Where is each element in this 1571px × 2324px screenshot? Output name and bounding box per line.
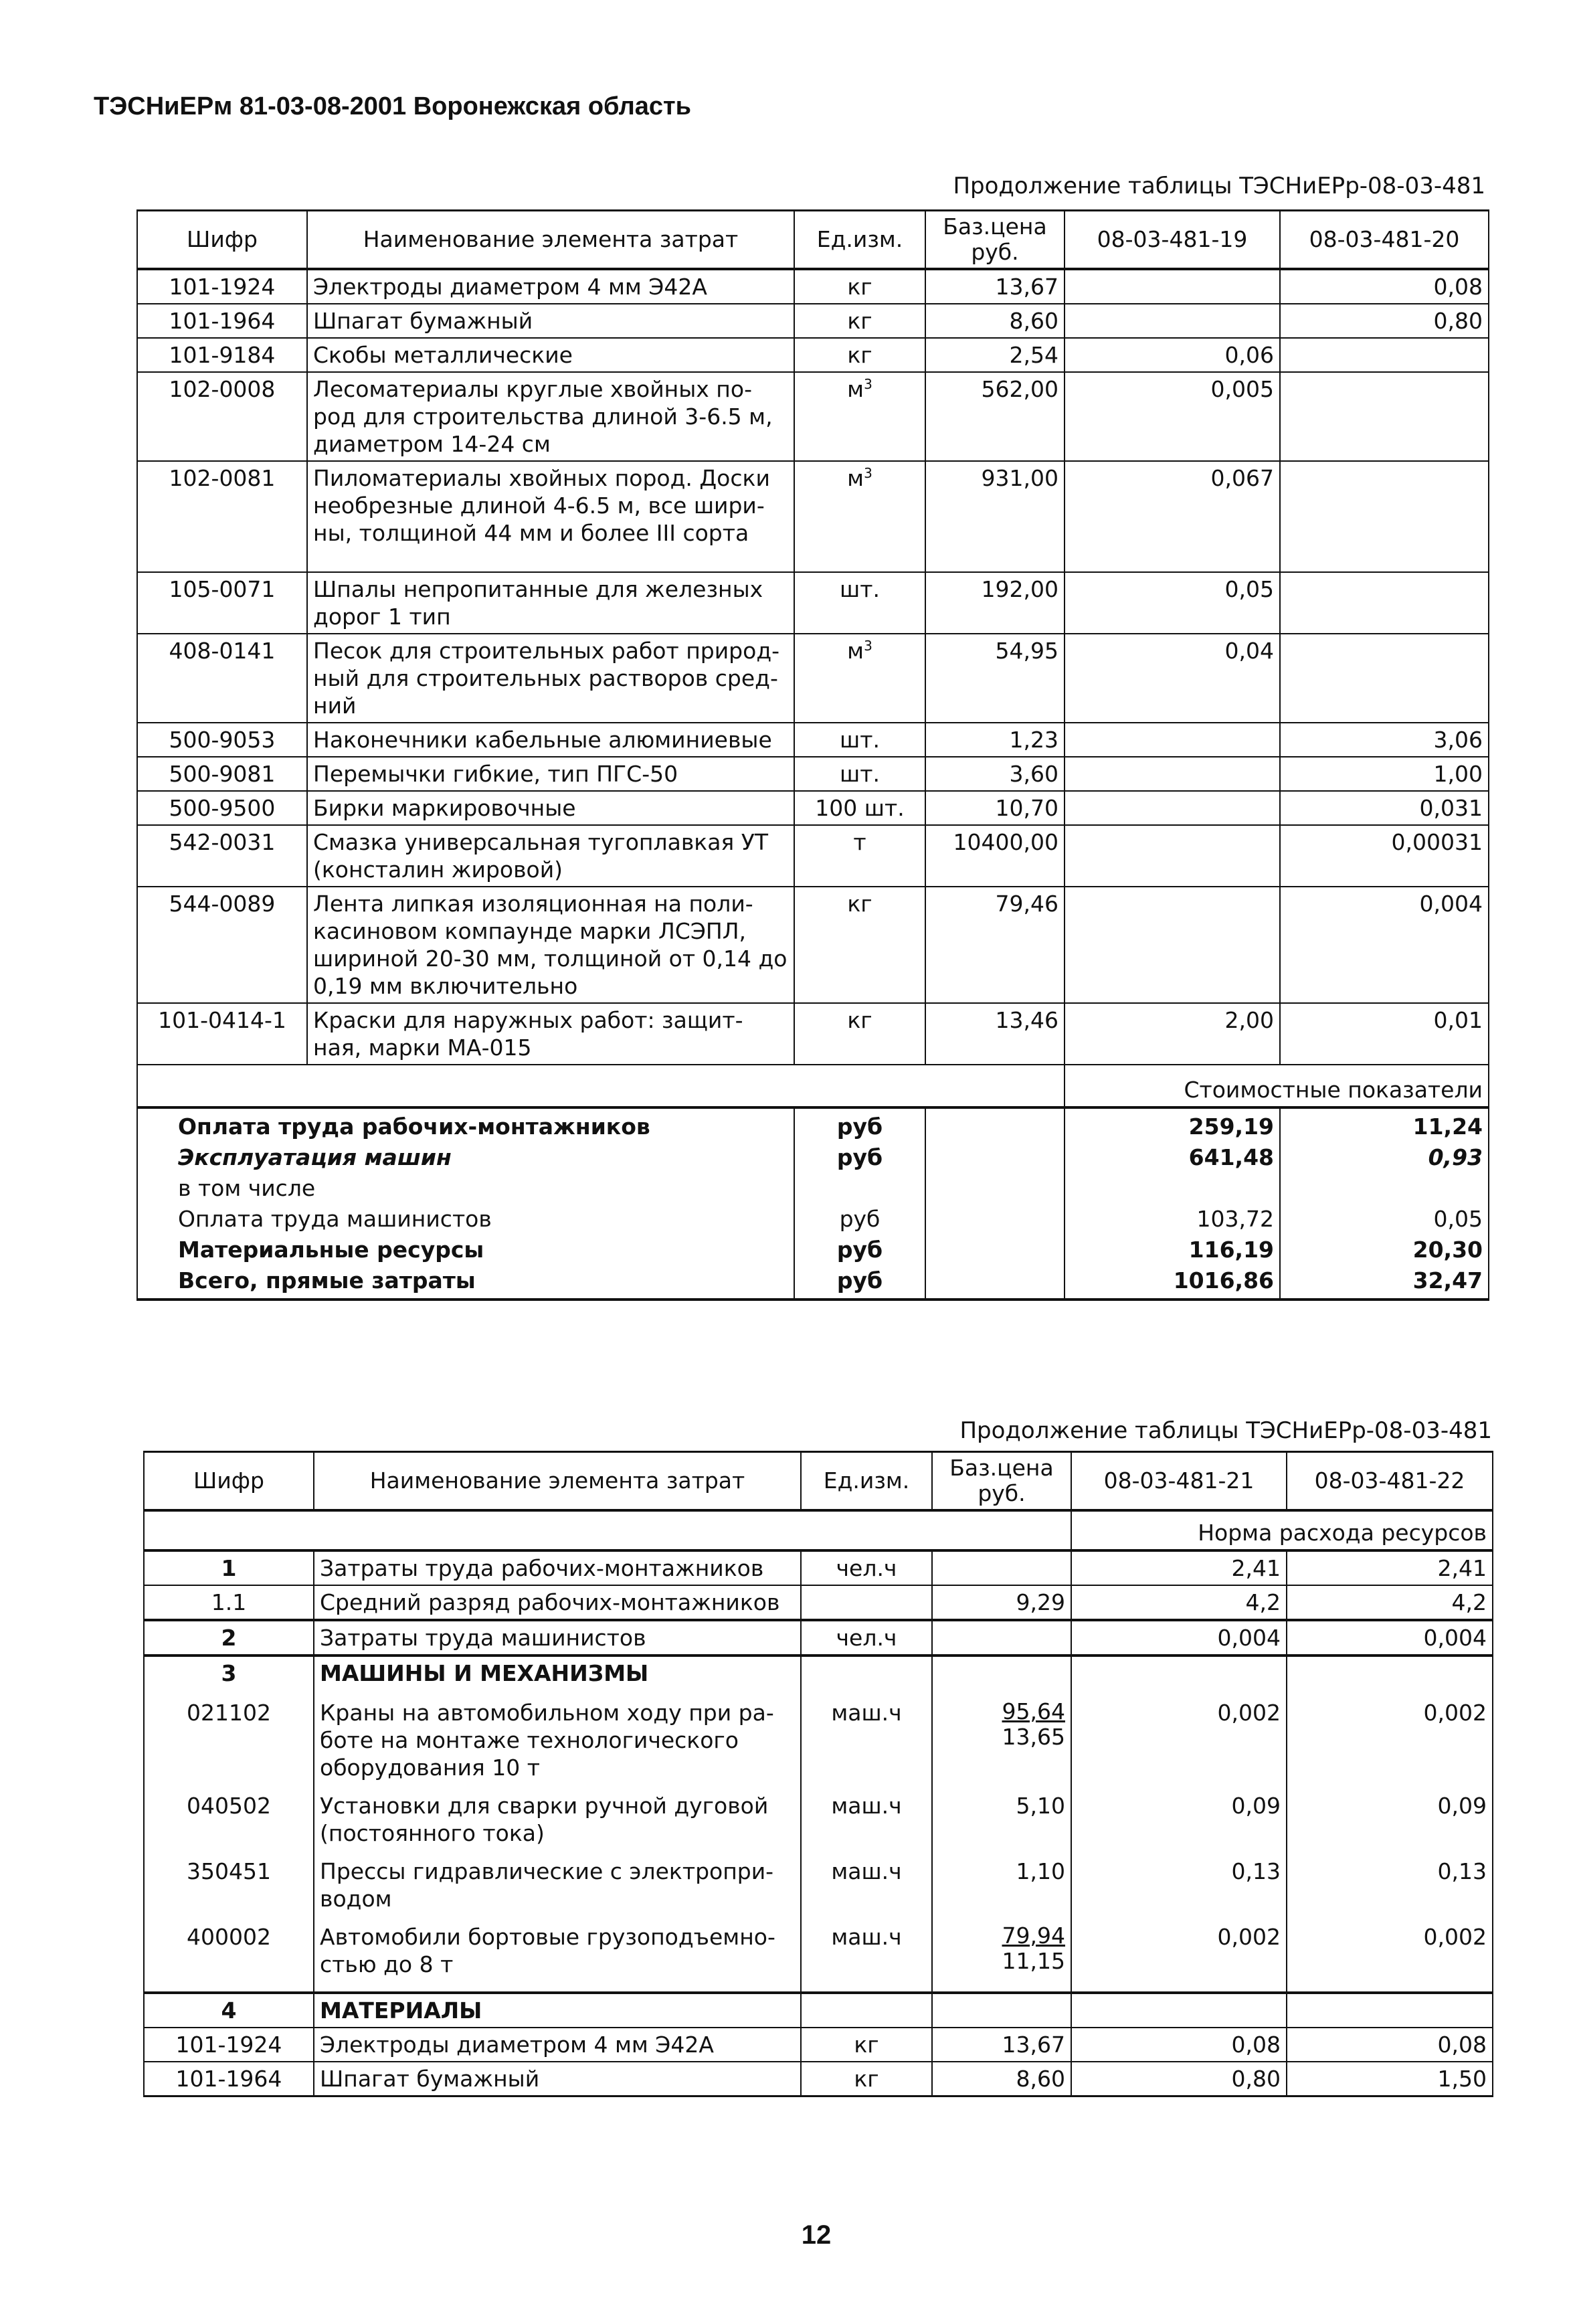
table-row xyxy=(137,825,1489,887)
table-row xyxy=(144,1620,1493,1656)
row-value-1 xyxy=(1065,304,1280,338)
row-unit xyxy=(794,372,925,461)
row-value-2: 2,41 xyxy=(1287,1550,1493,1585)
row-unit: т xyxy=(794,825,925,887)
row-price xyxy=(932,1993,1071,2028)
row-unit xyxy=(794,634,925,723)
summary-value-1: 116,19 xyxy=(1065,1235,1280,1265)
summary-label: Всего, прямые затраты xyxy=(137,1265,794,1300)
row-name: Затраты труда машинистов xyxy=(314,1620,801,1656)
row-name: Песок для строительных работ природ-ный для строительных растворов сред-ний xyxy=(307,634,794,723)
row-value-1: 2,00 xyxy=(1065,1003,1280,1065)
summary-label: Оплата труда рабочих-монтажников xyxy=(137,1107,794,1142)
summary-empty xyxy=(925,1265,1065,1300)
row-name: Скобы металлические xyxy=(307,338,794,372)
spacer-cell xyxy=(925,549,1065,572)
row-price: 3,60 xyxy=(925,757,1065,791)
price-numerator: 79,94 xyxy=(1002,1923,1065,1949)
header-col2: 08-03-481-20 xyxy=(1280,211,1489,270)
row-code: 500-9053 xyxy=(137,723,307,757)
unit-text: м xyxy=(847,465,864,491)
row-value-1: 0,13 xyxy=(1071,1850,1287,1915)
row-price: 13,46 xyxy=(925,1003,1065,1065)
header-col2: 08-03-481-22 xyxy=(1287,1452,1493,1511)
row-code: 542-0031 xyxy=(137,825,307,887)
row-unit: кг xyxy=(794,1003,925,1065)
row-value-1: 0,05 xyxy=(1065,572,1280,634)
row-value-1 xyxy=(1065,825,1280,887)
row-code: 101-9184 xyxy=(137,338,307,372)
summary-unit: руб xyxy=(794,1107,925,1142)
row-code: 408-0141 xyxy=(137,634,307,723)
spacer-cell xyxy=(1280,549,1489,572)
row-unit: шт. xyxy=(794,572,925,634)
table-row xyxy=(144,1550,1493,1585)
row-code: 101-1964 xyxy=(137,304,307,338)
row-value-1 xyxy=(1065,269,1280,304)
row-price: 79,46 xyxy=(925,887,1065,1003)
table-row xyxy=(137,461,1489,549)
table-row xyxy=(144,1850,1493,1915)
row-name: Средний разряд рабочих-монтажников xyxy=(314,1585,801,1620)
section-title: МАШИНЫ И МЕХАНИЗМЫ xyxy=(314,1656,801,1690)
row-value-1: 0,067 xyxy=(1065,461,1280,549)
row-value-1 xyxy=(1071,1993,1287,2028)
row-unit: маш.ч xyxy=(801,1784,932,1850)
summary-label: в том числе xyxy=(137,1173,794,1204)
row-unit: 100 шт. xyxy=(794,791,925,825)
spacer-cell xyxy=(1065,549,1280,572)
table-row xyxy=(137,723,1489,757)
header-name: Наименование элемента затрат xyxy=(314,1452,801,1511)
summary-value-2: 0,93 xyxy=(1280,1142,1489,1173)
summary-empty xyxy=(925,1142,1065,1173)
row-code: 2 xyxy=(144,1620,314,1656)
summary-value-1: 641,48 xyxy=(1065,1142,1280,1173)
row-unit: кг xyxy=(794,304,925,338)
row-name: Затраты труда рабочих-монтажников xyxy=(314,1550,801,1585)
row-price: 562,00 xyxy=(925,372,1065,461)
summary-row xyxy=(137,1173,1489,1204)
unit-superscript: 3 xyxy=(864,638,872,654)
summary-unit: руб xyxy=(794,1204,925,1235)
row-code: 101-1924 xyxy=(137,269,307,304)
row-unit: чел.ч xyxy=(801,1550,932,1585)
row-price: 931,00 xyxy=(925,461,1065,549)
summary-value-1 xyxy=(1065,1173,1280,1204)
summary-unit: руб xyxy=(794,1235,925,1265)
norm-banner-row xyxy=(144,1510,1493,1550)
row-value-2: 4,2 xyxy=(1287,1585,1493,1620)
header-name: Наименование элемента затрат xyxy=(307,211,794,270)
summary-row xyxy=(137,1235,1489,1265)
row-price: 10400,00 xyxy=(925,825,1065,887)
section-code: 3 xyxy=(144,1656,314,1690)
row-value-1 xyxy=(1065,887,1280,1003)
row-price: 8,60 xyxy=(925,304,1065,338)
row-code: 500-9500 xyxy=(137,791,307,825)
row-value-1: 0,004 xyxy=(1071,1620,1287,1656)
row-unit: кг xyxy=(794,338,925,372)
row-value-1 xyxy=(1065,757,1280,791)
row-price: 9,29 xyxy=(932,1585,1071,1620)
page-number: 12 xyxy=(801,2220,832,2250)
row-value-2: 0,004 xyxy=(1280,887,1489,1003)
table-row xyxy=(137,269,1489,304)
row-value-1: 0,80 xyxy=(1071,2062,1287,2096)
row-value-2: 0,002 xyxy=(1287,1690,1493,1784)
summary-unit xyxy=(794,1173,925,1204)
summary-value-1: 103,72 xyxy=(1065,1204,1280,1235)
header-code: Шифр xyxy=(144,1452,314,1511)
header-code: Шифр xyxy=(137,211,307,270)
row-price: 13,67 xyxy=(925,269,1065,304)
table-row xyxy=(137,572,1489,634)
row-unit xyxy=(801,1993,932,2028)
row-name: Краны на автомобильном ходу при ра-боте на монтаже технологического оборудования 10 т xyxy=(314,1690,801,1784)
row-value-2 xyxy=(1280,372,1489,461)
price-numerator: 95,64 xyxy=(1002,1698,1065,1724)
table-row xyxy=(144,1585,1493,1620)
row-name: Электроды диаметром 4 мм Э42А xyxy=(314,2028,801,2062)
summary-label: Оплата труда машинистов xyxy=(137,1204,794,1235)
table-row xyxy=(137,304,1489,338)
row-name: Шпалы непропитанные для железных дорог 1 тип xyxy=(307,572,794,634)
row-unit: шт. xyxy=(794,723,925,757)
price-denominator: 11,15 xyxy=(1002,1948,1065,1974)
summary-value-1: 1016,86 xyxy=(1065,1265,1280,1300)
row-price: 192,00 xyxy=(925,572,1065,634)
summary-unit: руб xyxy=(794,1265,925,1300)
row-price: 8,60 xyxy=(932,2062,1071,2096)
summary-value-1: 259,19 xyxy=(1065,1107,1280,1142)
row-name: Перемычки гибкие, тип ПГС-50 xyxy=(307,757,794,791)
row-value-1 xyxy=(1065,723,1280,757)
row-name: Автомобили бортовые грузоподъемно-стью до 8 т xyxy=(314,1915,801,1993)
row-name: Прессы гидравлические с электропри-водом xyxy=(314,1850,801,1915)
row-name: Бирки маркировочные xyxy=(307,791,794,825)
summary-value-2 xyxy=(1280,1173,1489,1204)
row-unit: чел.ч xyxy=(801,1620,932,1656)
row-name: Лента липкая изоляционная на поли-касиновом компаунде марки ЛСЭПЛ, шириной 20-30 мм, толщиной от 0,14 до 0,19 мм включительно xyxy=(307,887,794,1003)
row-value-1: 2,41 xyxy=(1071,1550,1287,1585)
summary-row xyxy=(137,1204,1489,1235)
row-value-2: 1,50 xyxy=(1287,2062,1493,2096)
row-price xyxy=(932,1620,1071,1656)
row-code: 040502 xyxy=(144,1784,314,1850)
row-price xyxy=(932,1550,1071,1585)
row-unit: маш.ч xyxy=(801,1850,932,1915)
unit-text: м xyxy=(847,376,864,402)
summary-row xyxy=(137,1142,1489,1173)
row-value-1: 0,005 xyxy=(1065,372,1280,461)
summary-empty xyxy=(925,1107,1065,1142)
row-price: 5,10 xyxy=(932,1784,1071,1850)
row-code: 500-9081 xyxy=(137,757,307,791)
summary-value-2: 20,30 xyxy=(1280,1235,1489,1265)
summary-empty xyxy=(925,1204,1065,1235)
row-value-2: 0,004 xyxy=(1287,1620,1493,1656)
row-price: 1,23 xyxy=(925,723,1065,757)
row-value-2: 0,01 xyxy=(1280,1003,1489,1065)
row-price: 1,10 xyxy=(932,1850,1071,1915)
row-unit: кг xyxy=(801,2062,932,2096)
row-code: 021102 xyxy=(144,1690,314,1784)
row-unit xyxy=(794,461,925,549)
row-value-1: 0,04 xyxy=(1065,634,1280,723)
row-value-2: 1,00 xyxy=(1280,757,1489,791)
table-row xyxy=(144,1784,1493,1850)
row-value-2 xyxy=(1287,1656,1493,1690)
section-row xyxy=(144,1656,1493,1690)
banner-spacer xyxy=(144,1510,1071,1550)
table2-caption: Продолжение таблицы ТЭСНиЕРр-08-03-481 xyxy=(959,1417,1492,1444)
banner-spacer xyxy=(137,1065,1065,1107)
row-unit xyxy=(801,1656,932,1690)
row-unit: шт. xyxy=(794,757,925,791)
summary-unit: руб xyxy=(794,1142,925,1173)
row-name: Смазка универсальная тугоплавкая УТ (консталин жировой) xyxy=(307,825,794,887)
summary-empty xyxy=(925,1235,1065,1265)
row-value-2: 0,08 xyxy=(1287,2028,1493,2062)
row-value-1: 0,002 xyxy=(1071,1915,1287,1993)
row-code: 101-1924 xyxy=(144,2028,314,2062)
summary-value-2: 11,24 xyxy=(1280,1107,1489,1142)
row-price xyxy=(932,1915,1071,1993)
row-name: Установки для сварки ручной дуговой (постоянного тока) xyxy=(314,1784,801,1850)
row-code: 102-0008 xyxy=(137,372,307,461)
row-value-2 xyxy=(1280,338,1489,372)
summary-row xyxy=(137,1107,1489,1142)
unit-text: м xyxy=(847,638,864,664)
document-header: ТЭСНиЕРм 81-03-08-2001 Воронежская область xyxy=(94,92,691,120)
section-title: МАТЕРИАЛЫ xyxy=(314,1993,801,2028)
summary-empty xyxy=(925,1173,1065,1204)
row-code: 400002 xyxy=(144,1915,314,1993)
table-row xyxy=(144,2062,1493,2096)
row-code: 1.1 xyxy=(144,1585,314,1620)
row-value-2: 3,06 xyxy=(1280,723,1489,757)
row-code: 105-0071 xyxy=(137,572,307,634)
row-price: 13,67 xyxy=(932,2028,1071,2062)
row-code: 101-0414-1 xyxy=(137,1003,307,1065)
row-value-1: 0,002 xyxy=(1071,1690,1287,1784)
row-value-1: 0,06 xyxy=(1065,338,1280,372)
row-value-2: 0,13 xyxy=(1287,1850,1493,1915)
table2-header-row xyxy=(144,1452,1493,1511)
row-value-2 xyxy=(1280,634,1489,723)
row-value-1: 4,2 xyxy=(1071,1585,1287,1620)
row-name: Лесоматериалы круглые хвойных по-род для строительства длиной 3-6.5 м, диаметром 14-24 см xyxy=(307,372,794,461)
spacer-cell xyxy=(307,549,794,572)
table-row xyxy=(137,757,1489,791)
row-value-2: 0,00031 xyxy=(1280,825,1489,887)
row-unit: кг xyxy=(794,269,925,304)
row-unit: кг xyxy=(801,2028,932,2062)
row-name: Шпагат бумажный xyxy=(307,304,794,338)
table-spacer xyxy=(137,549,1489,572)
row-value-2: 0,08 xyxy=(1280,269,1489,304)
row-code: 101-1964 xyxy=(144,2062,314,2096)
row-value-2 xyxy=(1287,1993,1493,2028)
row-value-2 xyxy=(1280,461,1489,549)
cost-banner-row xyxy=(137,1065,1489,1107)
row-price: 54,95 xyxy=(925,634,1065,723)
row-name: Наконечники кабельные алюминиевые xyxy=(307,723,794,757)
table-row xyxy=(137,1003,1489,1065)
row-name: Пиломатериалы хвойных пород. Доски необрезные длиной 4-6.5 м, все шири-ны, толщиной 44 мм и более III сорта xyxy=(307,461,794,549)
norm-banner: Норма расхода ресурсов xyxy=(1071,1510,1493,1550)
header-col1: 08-03-481-21 xyxy=(1071,1452,1287,1511)
unit-superscript: 3 xyxy=(864,465,872,481)
summary-value-2: 32,47 xyxy=(1280,1265,1489,1300)
row-value-2 xyxy=(1280,572,1489,634)
header-unit: Ед.изм. xyxy=(801,1452,932,1511)
row-value-2: 0,031 xyxy=(1280,791,1489,825)
table1 xyxy=(136,209,1489,1301)
table-row xyxy=(137,887,1489,1003)
summary-label: Материальные ресурсы xyxy=(137,1235,794,1265)
table1-caption: Продолжение таблицы ТЭСНиЕРр-08-03-481 xyxy=(953,173,1485,199)
row-code: 350451 xyxy=(144,1850,314,1915)
row-name: Электроды диаметром 4 мм Э42А xyxy=(307,269,794,304)
row-value-2: 0,09 xyxy=(1287,1784,1493,1850)
summary-label: Эксплуатация машин xyxy=(137,1142,794,1173)
row-code: 544-0089 xyxy=(137,887,307,1003)
table-row xyxy=(144,1915,1493,1993)
header-price: Баз.цена руб. xyxy=(925,211,1065,270)
spacer-cell xyxy=(794,549,925,572)
row-value-1 xyxy=(1071,1656,1287,1690)
table-row xyxy=(137,791,1489,825)
row-value-1 xyxy=(1065,791,1280,825)
row-code: 1 xyxy=(144,1550,314,1585)
spacer-cell xyxy=(137,549,307,572)
row-price: 2,54 xyxy=(925,338,1065,372)
table-row xyxy=(144,1690,1493,1784)
row-value-1: 0,09 xyxy=(1071,1784,1287,1850)
section-row xyxy=(144,1993,1493,2028)
row-value-1: 0,08 xyxy=(1071,2028,1287,2062)
table1-header-row xyxy=(137,211,1489,270)
table-row xyxy=(137,338,1489,372)
row-price: 10,70 xyxy=(925,791,1065,825)
cost-banner: Стоимостные показатели xyxy=(1065,1065,1489,1107)
row-price xyxy=(932,1690,1071,1784)
summary-value-2: 0,05 xyxy=(1280,1204,1489,1235)
row-name: Краски для наружных работ: защит-ная, марки МА-015 xyxy=(307,1003,794,1065)
table-row xyxy=(137,634,1489,723)
row-value-2: 0,80 xyxy=(1280,304,1489,338)
row-code: 102-0081 xyxy=(137,461,307,549)
row-unit: маш.ч xyxy=(801,1690,932,1784)
section-code: 4 xyxy=(144,1993,314,2028)
header-unit: Ед.изм. xyxy=(794,211,925,270)
row-unit: кг xyxy=(794,887,925,1003)
unit-superscript: 3 xyxy=(864,376,872,392)
row-name: Шпагат бумажный xyxy=(314,2062,801,2096)
table2 xyxy=(143,1451,1493,2097)
header-price: Баз.цена руб. xyxy=(932,1452,1071,1511)
price-denominator: 13,65 xyxy=(1002,1724,1065,1750)
table-row xyxy=(137,372,1489,461)
table-row xyxy=(144,2028,1493,2062)
header-col1: 08-03-481-19 xyxy=(1065,211,1280,270)
row-value-2: 0,002 xyxy=(1287,1915,1493,1993)
row-unit xyxy=(801,1585,932,1620)
summary-row xyxy=(137,1265,1489,1300)
row-price xyxy=(932,1656,1071,1690)
row-unit: маш.ч xyxy=(801,1915,932,1993)
